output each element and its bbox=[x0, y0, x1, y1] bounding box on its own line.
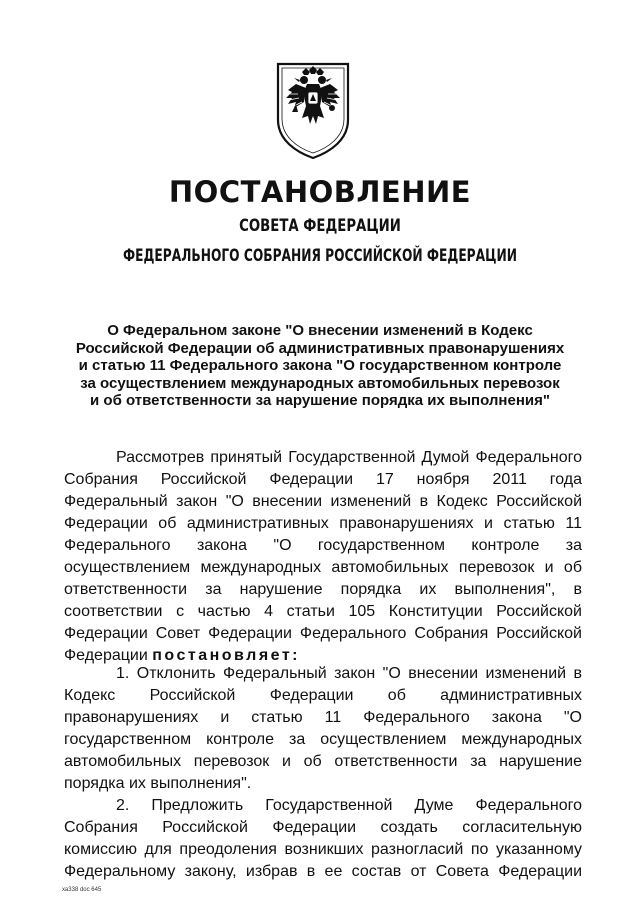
document-code: ха338 doc 645 bbox=[62, 887, 102, 893]
paragraph-line: ответственности за нарушение порядка их выполнения", в bbox=[64, 581, 582, 598]
paragraph-line: Федеральный закон "О внесении изменений в Кодекс Российской bbox=[64, 493, 582, 510]
item-line: Собрания Российской Федерации создать согласительную bbox=[64, 819, 582, 836]
coat-of-arms-icon bbox=[274, 60, 352, 160]
document-type-title: ПОСТАНОВЛЕНИЕ bbox=[168, 175, 472, 209]
item-line: 1. Отклонить Федеральный закон "О внесении изменений в bbox=[116, 665, 582, 682]
paragraph-line: соответствии с частью 4 статьи 105 Конституции Российской bbox=[64, 603, 582, 620]
item-line: Кодекс Российской Федерации об административных bbox=[64, 687, 582, 704]
subject-line: и об ответственности за нарушение порядка их выполнения" bbox=[90, 392, 550, 409]
paragraph-line: Рассмотрев принятый Государственной Думой Федерального bbox=[116, 449, 582, 466]
item-line: порядка их выполнения". bbox=[64, 775, 252, 792]
paragraph-line: Собрания Российской Федерации 17 ноября 2011 года bbox=[64, 471, 582, 488]
subject-line: Российской Федерации об административных правонарушениях bbox=[75, 339, 565, 357]
item-line: правонарушениях и статью 11 Федерального закона "О bbox=[64, 709, 582, 726]
subject-line: за осуществлением международных автомобильных перевозок bbox=[80, 374, 560, 392]
resolution-subject bbox=[60, 322, 580, 410]
subject-line: О Федеральном законе "О внесении изменений в Кодекс bbox=[107, 322, 533, 339]
issuer-title: СОВЕТА ФЕДЕРАЦИИ bbox=[239, 216, 401, 236]
item-line: 2. Предложить Государственной Думе Федерального bbox=[116, 797, 582, 814]
item-line: автомобильных перевозок и об ответственности за нарушение bbox=[64, 753, 582, 770]
subject-line: и статью 11 Федерального закона "О государственном контроле bbox=[78, 357, 562, 374]
paragraph-line: осуществлением международных автомобильных перевозок и об bbox=[64, 559, 582, 576]
item-line: Федеральному закону, избрав в ее состав от Совета Федерации bbox=[64, 863, 582, 880]
item-line: комиссию для преодоления возникших разногласий по указанному bbox=[64, 841, 582, 858]
paragraph-line: Федерального закона "О государственном контроле за bbox=[64, 537, 582, 554]
last-line-prefix: Федерации bbox=[64, 647, 153, 664]
resolution-items bbox=[64, 663, 582, 883]
item-line: государственном контроле за осуществлением международных bbox=[64, 731, 582, 748]
preamble-paragraph bbox=[64, 447, 582, 667]
paragraph-line: Федерации Совет Федерации Федерального Собрания Российской bbox=[64, 625, 582, 642]
issuer-parent-title: ФЕДЕРАЛЬНОГО СОБРАНИЯ РОССИЙСКОЙ ФЕДЕРАЦИИ bbox=[123, 246, 517, 266]
paragraph-line: Федерации об административных правонарушениях и статью 11 bbox=[64, 515, 582, 532]
decree-keyword: постановляет: bbox=[152, 647, 301, 664]
